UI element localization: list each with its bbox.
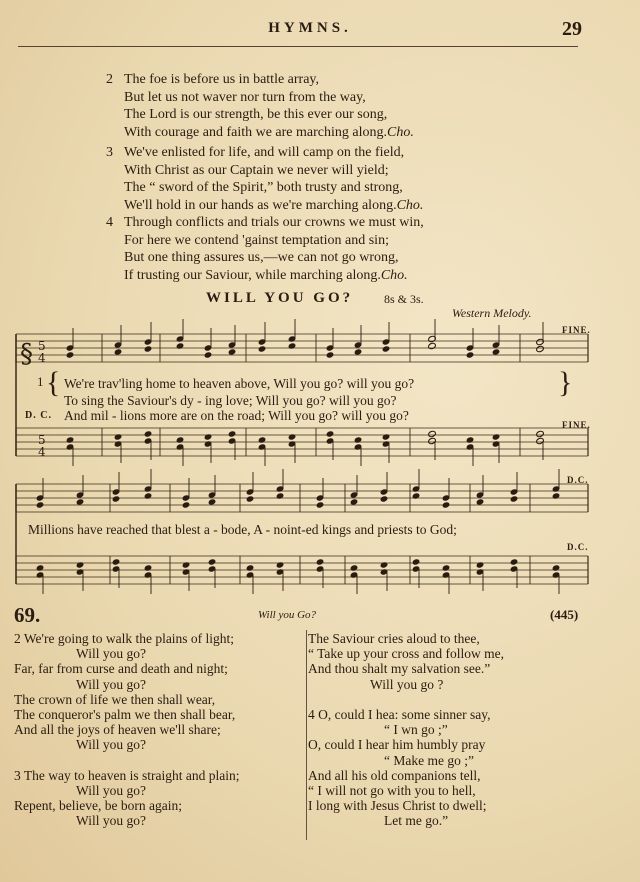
fine-mark-bottom: FINE.: [562, 420, 591, 430]
hymn-line: The crown of life we then shall wear,: [14, 691, 216, 707]
hymn-line: 2 We're going to walk the plains of light;: [14, 631, 235, 646]
page-number: 29: [562, 18, 582, 40]
verse-line: The foe is before us in battle array,: [124, 72, 320, 87]
verse-number-lyric: 1: [37, 374, 44, 389]
hymn-line: Let me go.”: [384, 813, 449, 829]
hymn-right-column: [308, 631, 504, 829]
hymn-line: 3 The way to heaven is straight and plain;: [14, 767, 240, 783]
verse-line: The Lord is our strength, be this ever our song,: [124, 107, 388, 122]
hymn-line: “ Take up your cross and follow me,: [308, 646, 505, 662]
fine-mark-top: FINE.: [562, 325, 591, 335]
hymn-line: The Saviour cries aloud to thee,: [308, 631, 480, 646]
hymn-line: And thou shalt my salvation see.”: [308, 661, 491, 677]
chorus-mark: Cho.: [396, 197, 424, 213]
hymn-caption: Will you Go?: [258, 609, 317, 621]
tune-composer: Western Melody.: [452, 306, 532, 320]
chorus-mark: Cho.: [387, 124, 414, 140]
hymn-line: Will you go?: [76, 783, 146, 799]
lyric-line-3: And mil - lions more are on the road; Will you go? will you go?: [64, 408, 409, 423]
hymn-line: Will you go?: [76, 813, 146, 829]
verse-line: But one thing assures us,—we can not go wrong,: [124, 250, 399, 265]
svg-text:§: §: [20, 339, 33, 369]
svg-text:5: 5: [38, 433, 46, 447]
lyric-line-2: To sing the Saviour's dy - ing love; Will you go? will you go?: [64, 393, 397, 408]
hymn-line: “ I wn go ;”: [384, 722, 448, 738]
chorus-mark: Cho.: [380, 267, 408, 283]
hymn-line: Will you go?: [76, 737, 146, 753]
hymn-line: [14, 753, 239, 768]
hymn-line: 4 O, could I hea: some sinner say,: [308, 707, 491, 723]
svg-text:4: 4: [38, 445, 46, 459]
hymn-line: “ I will not go with you to hell,: [308, 783, 476, 799]
tune-meter: 8s & 3s.: [384, 292, 424, 306]
verse-number: 2: [106, 72, 113, 87]
hymn-line: Repent, believe, be born again;: [14, 798, 182, 814]
svg-text:5: 5: [38, 339, 46, 353]
brace-right: }: [558, 366, 573, 399]
verse-line: We've enlisted for life, and will camp on the field,: [124, 145, 405, 160]
lyric-line-1: We're trav'ling home to heaven above, Will you go? will you go?: [64, 376, 415, 391]
verse-line: If trusting our Saviour, while marching along.: [124, 267, 381, 283]
hymn-line: And all his old companions tell,: [308, 767, 481, 783]
verse-number: 3: [106, 145, 113, 160]
hymn-line: Will you go?: [76, 646, 146, 662]
hymn-line: And all the joys of heaven we'll share;: [14, 722, 221, 738]
verse-line: With courage and faith we are marching along.: [124, 124, 387, 140]
hymn-reference: (445): [550, 607, 579, 622]
verse-line: We'll hold in our hands as we're marching along.: [124, 197, 397, 213]
staff-lines: [16, 334, 588, 584]
hymn-line: Far, far from curse and death and night;: [14, 661, 228, 677]
hymn-number: 69.: [14, 603, 41, 627]
hymn-line: I long with Jesus Christ to dwell;: [308, 798, 487, 814]
dc-mark-top: D.C.: [567, 475, 589, 485]
column-divider: [306, 630, 307, 840]
hymn-line: “ Make me go ;”: [384, 752, 474, 768]
hymn-line: The conqueror's palm we then shall bear,: [14, 707, 236, 723]
hymn-line: Will you go?: [76, 676, 146, 692]
verse-line: The “ sword of the Spirit,” both trusty and strong,: [124, 180, 403, 195]
tune-title: WILL YOU GO?: [206, 290, 354, 306]
brace-left: {: [46, 366, 61, 399]
hymn-line: [308, 692, 504, 707]
running-title: HYMNS.: [268, 20, 352, 36]
verse-line: But let us not waver nor turn from the way,: [124, 89, 366, 105]
dc-mark-bottom: D.C.: [567, 542, 589, 552]
hymn-line: Will you go ?: [370, 676, 444, 692]
lyric-line-4: Millions have reached that blest a - bode, A - noint-ed kings and priests to God;: [28, 522, 457, 537]
hymn-line: O, could I hear him humbly pray: [308, 737, 486, 753]
verse-number: 4: [106, 215, 113, 230]
verse-line: With Christ as our Captain we never will yield;: [124, 162, 389, 178]
dc-label: D. C.: [25, 410, 52, 421]
hymn-left-column: [14, 631, 239, 829]
music-notes: [20, 319, 560, 594]
verse-line: Through conflicts and trials our crowns we must win,: [124, 215, 424, 230]
svg-text:4: 4: [38, 351, 46, 365]
verse-line: For here we contend 'gainst temptation and sin;: [124, 232, 389, 248]
